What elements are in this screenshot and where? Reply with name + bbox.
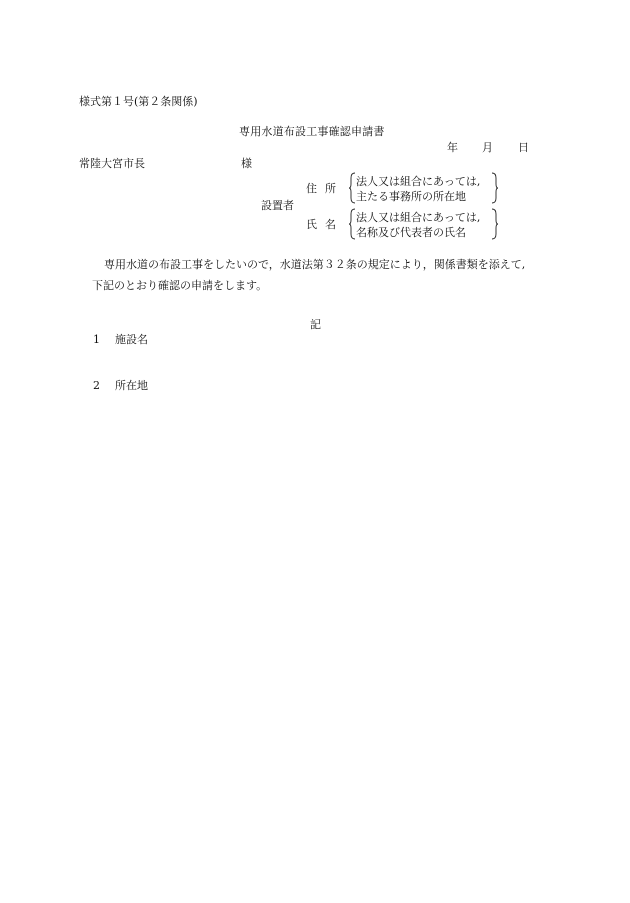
date-day-label: 日 (518, 141, 529, 154)
item-number: 2 (93, 379, 100, 392)
item-number: 1 (93, 333, 100, 346)
addressee-name: 常陸大宮市長 (79, 157, 145, 170)
date-month-label: 月 (482, 141, 493, 154)
name-note-bracket (349, 208, 498, 240)
addressee-honorific: 様 (241, 157, 252, 170)
address-note-line-2: 主たる事務所の所在地 (356, 190, 466, 203)
address-note-bracket (349, 172, 498, 204)
name-label: 氏名 (306, 218, 344, 231)
body-text-line-2: 下記のとおり確認の申請をします。 (92, 279, 268, 292)
date-year-label: 年 (447, 141, 458, 154)
item-facility-name-label: 施設名 (115, 333, 148, 346)
document-title: 専用水道布設工事確認申請書 (239, 125, 385, 138)
name-note-line-1: 法人又は組合にあっては, (356, 211, 481, 224)
address-label: 住所 (306, 182, 344, 195)
address-note-line-1: 法人又は組合にあっては, (356, 175, 481, 188)
name-note-line-2: 名称及び代表者の氏名 (356, 226, 466, 239)
ki-heading: 記 (310, 318, 321, 331)
item-location-label: 所在地 (115, 379, 148, 392)
applicant-label: 設置者 (261, 199, 294, 212)
body-text-line-1: 専用水道の布設工事をしたいので，水道法第３２条の規定により，関係書類を添えて, (104, 258, 526, 271)
form-number: 様式第１号(第２条関係) (79, 95, 198, 108)
